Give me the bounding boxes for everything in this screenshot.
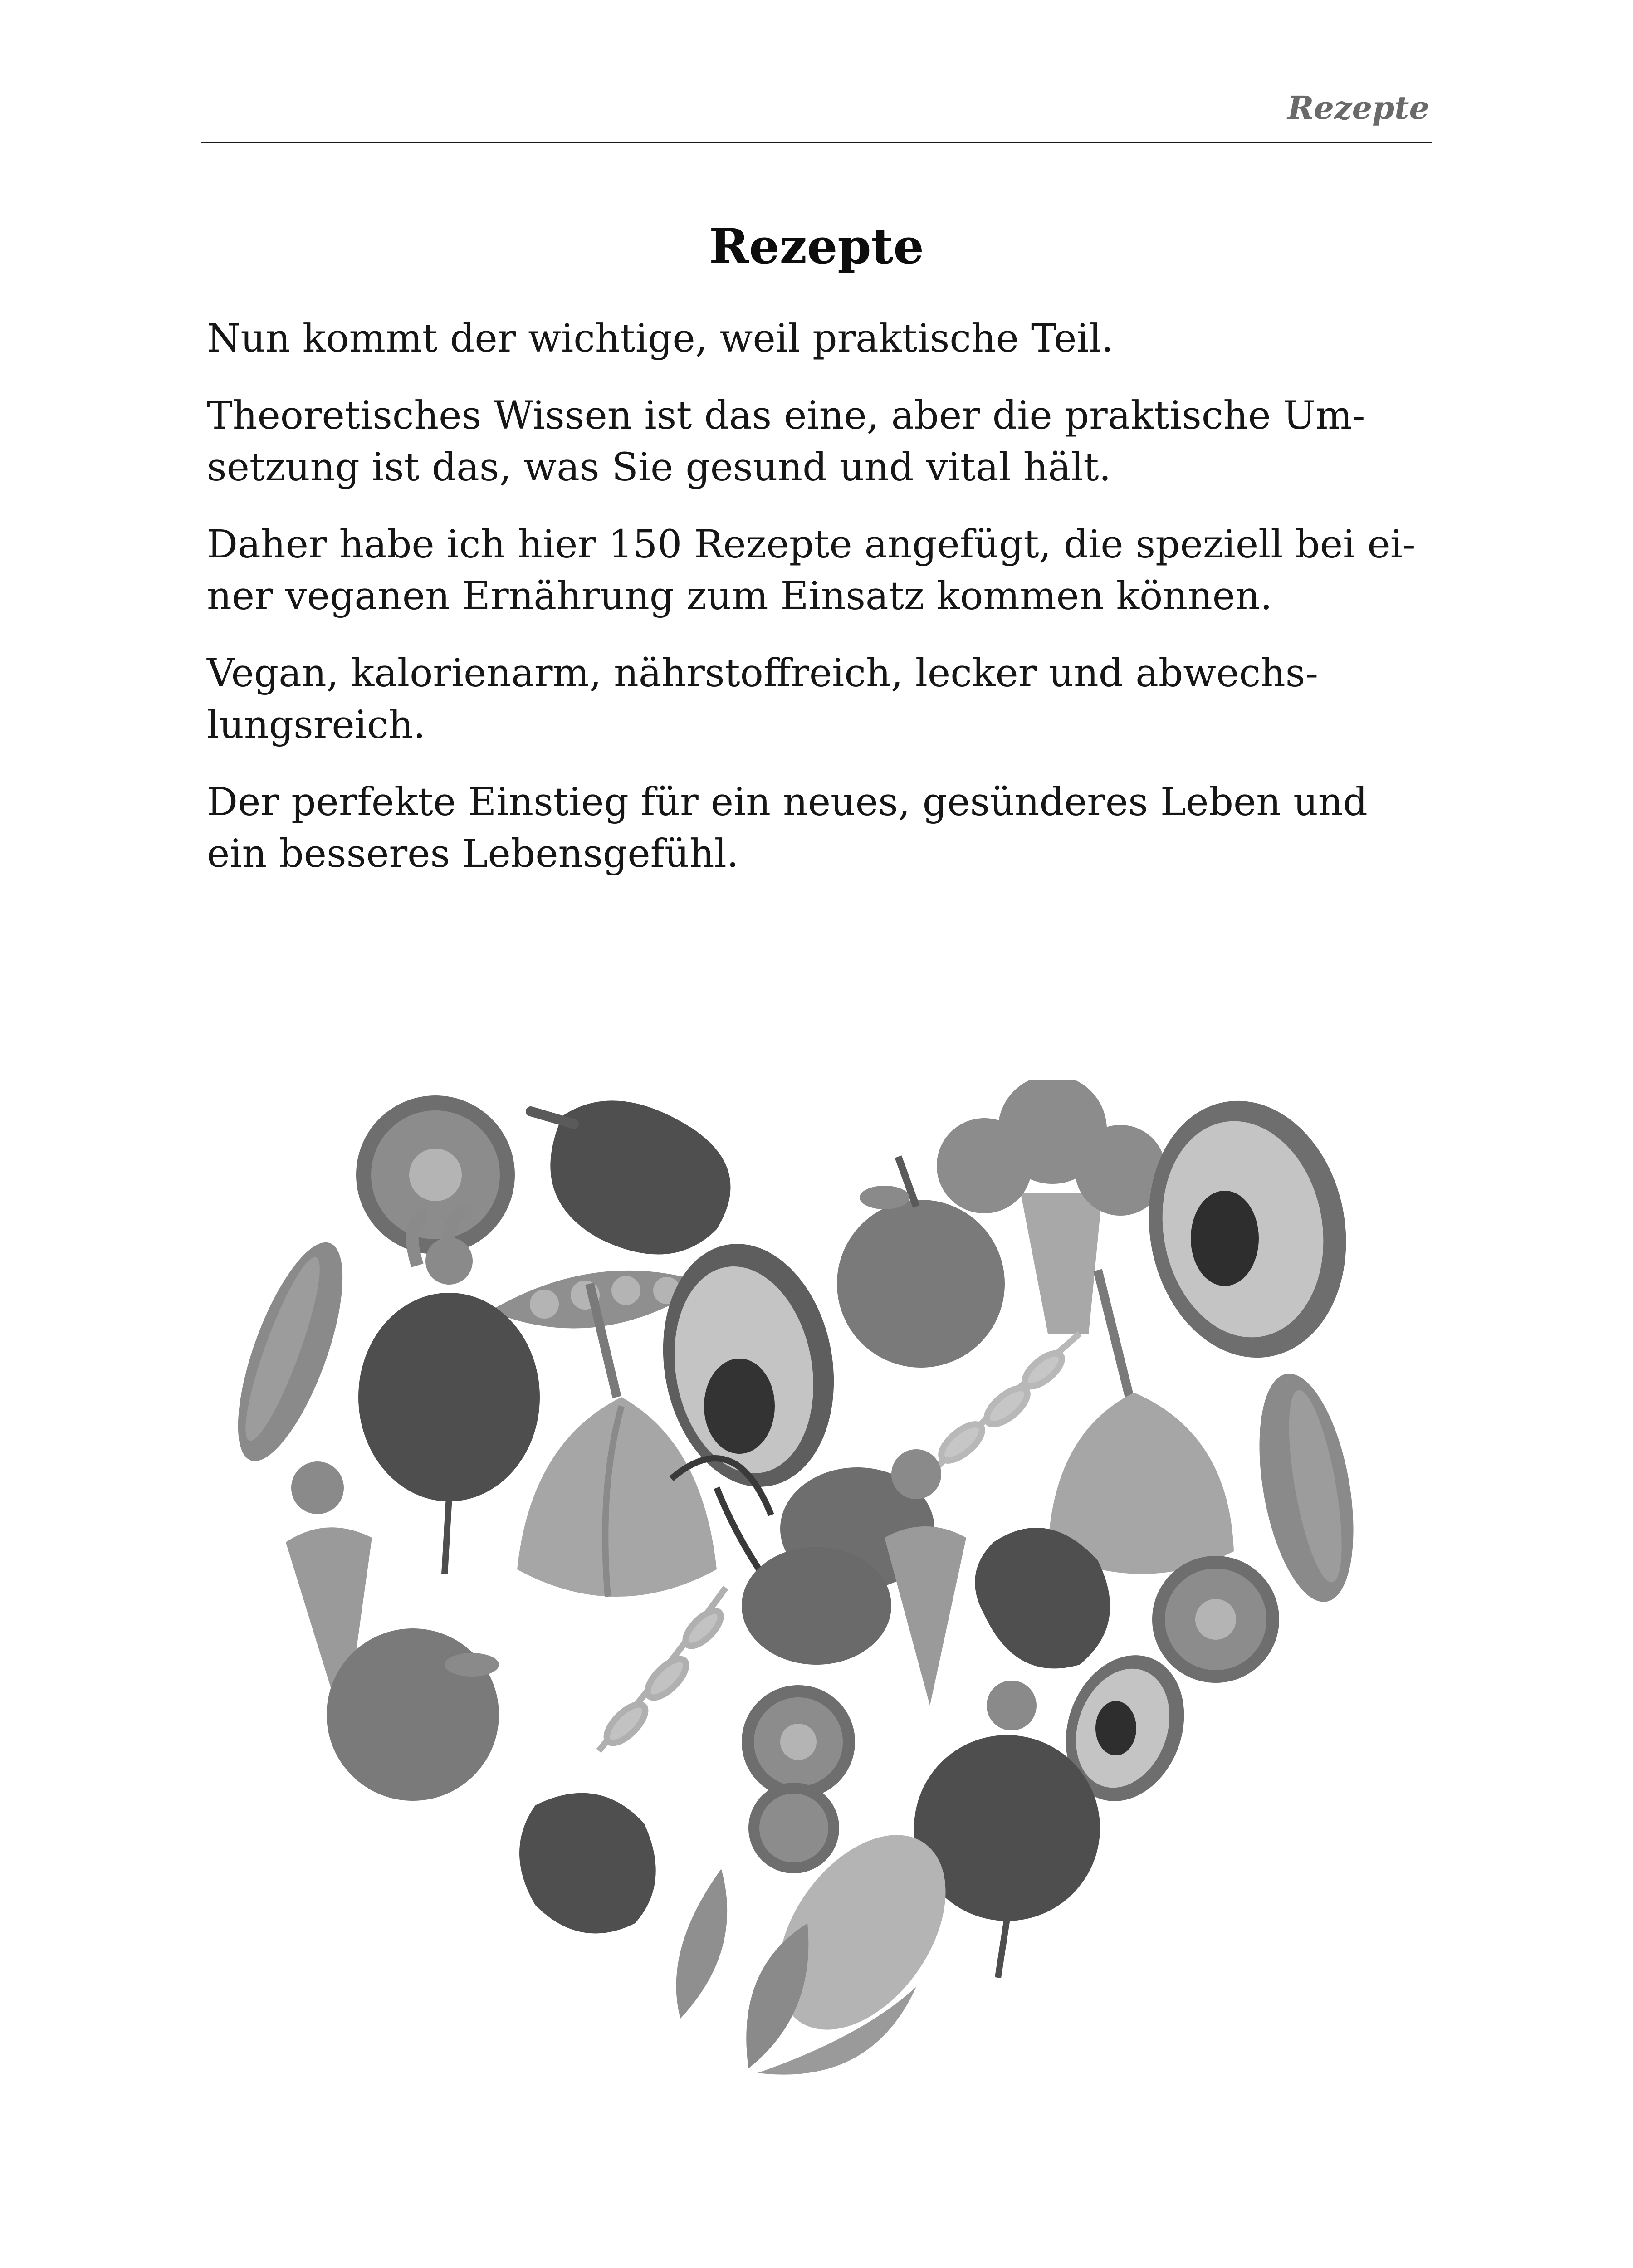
bell-pepper-icon [531, 1100, 730, 1254]
text-line: lungsreich. [207, 703, 426, 748]
cucumber-icon [236, 1231, 364, 1473]
tomato-slice-icon [1152, 1556, 1279, 1683]
text-line: Theoretisches Wissen ist das eine, aber die praktische Um- [207, 393, 1365, 438]
apple-icon [327, 1628, 499, 1801]
text-line: Daher habe ich hier 150 Rezepte angefügt, die speziell bei ei- [207, 522, 1416, 567]
cucumber-icon [1244, 1366, 1369, 1609]
pea-pod-icon [676, 1869, 728, 2019]
running-head: Rezepte [1287, 89, 1429, 127]
paragraph [207, 519, 1423, 622]
text-line: Nun kommt der wichtige, weil praktische Teil. [207, 316, 1114, 361]
text-line: ein besseres Lebensgefühl. [207, 831, 739, 876]
text-line: Vegan, kalorienarm, nährstoffreich, lecker und abwechs- [207, 651, 1319, 696]
carrot-icon [885, 1449, 966, 1706]
body-text [207, 313, 1423, 905]
avocado-icon [1129, 1085, 1366, 1374]
chapter-title: Rezepte [709, 218, 924, 274]
paragraph [207, 313, 1423, 365]
text-line: Der perfekte Einstieg für ein neues, gesünderes Leben und [207, 780, 1368, 825]
paragraph [207, 777, 1423, 880]
paragraph [207, 648, 1423, 751]
text-line: setzung ist das, was Sie gesund und vital hält. [207, 445, 1111, 490]
vegetable-heart-illustration [236, 1080, 1397, 2132]
header-rule [201, 142, 1432, 143]
tomato-slice-icon [356, 1095, 515, 1254]
herb-sprig-icon [599, 1588, 726, 1751]
tomato-slice-icon [742, 1685, 855, 1873]
paragraph [207, 390, 1423, 494]
text-line: ner veganen Ernährung zum Einsatz kommen können. [207, 574, 1272, 619]
bell-pepper-icon [519, 1793, 656, 1934]
beetroot-icon [358, 1211, 540, 1574]
